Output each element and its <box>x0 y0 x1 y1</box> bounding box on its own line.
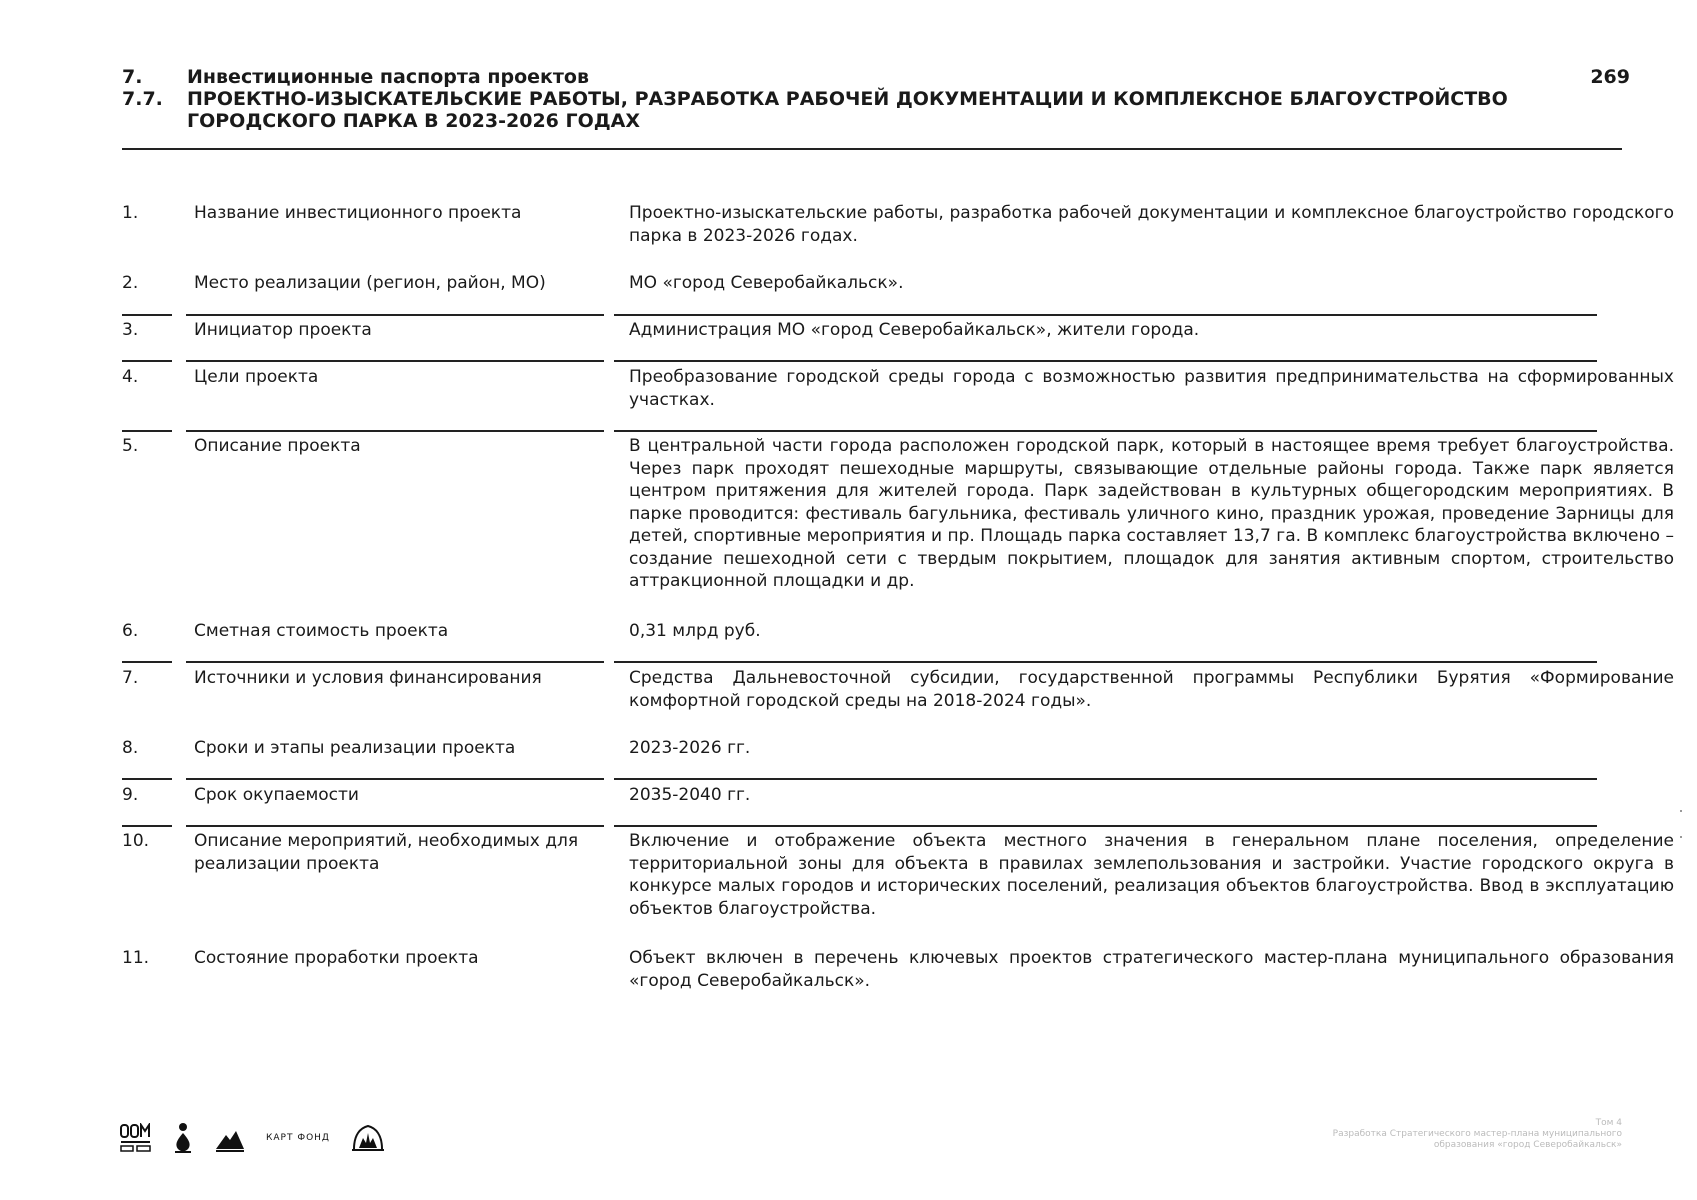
row-divider <box>122 360 172 362</box>
page-number: 269 <box>1590 66 1630 88</box>
dom-rf-logo <box>120 1123 152 1153</box>
row-number: 9. <box>122 785 139 805</box>
footer-logos <box>120 1122 386 1154</box>
row-value: 2023-2026 гг. <box>629 738 751 758</box>
row-value: МО «город Северобайкальск». <box>629 273 904 293</box>
row-number: 10. <box>122 831 150 851</box>
footer-note-line: Разработка Стратегического мастер-плана муниципального <box>1332 1129 1622 1139</box>
header-divider <box>122 148 1622 150</box>
row-value: В центральной части города расположен городской парк, который в настоящее время требует благоустройства. Через парк проходят пешеходные маршруты, связывающие отдельные районы города. Также парк является центром притяжения для жителей города. Парк задействован в культурных общегородским мероприятиях. В парке проводится: фестиваль багульника, фестиваль уличного кино, праздник урожая, проведение Зарницы для детей, спортивные мероприятия и пр. Площадь парка составляет 13,7 га. В комплекс благоустройства включено – создание пешеходной сети с твердым покрытием, площадок для занятия активным спортом, строительство аттракционной площадки и др. <box>629 436 1674 591</box>
chapter-number: 7. <box>122 66 143 88</box>
row-divider <box>614 360 1597 362</box>
row-divider <box>122 661 172 663</box>
row-divider <box>122 430 172 432</box>
row-number: 6. <box>122 621 139 641</box>
row-number: 4. <box>122 367 139 387</box>
row-number: 1. <box>122 203 139 223</box>
row-number: 8. <box>122 738 139 758</box>
row-divider <box>614 314 1597 316</box>
row-number: 11. <box>122 948 150 968</box>
chapter-title: Инвестиционные паспорта проектов <box>187 66 590 88</box>
row-divider <box>122 314 172 316</box>
row-label: Сроки и этапы реализации проекта <box>194 738 516 758</box>
row-number: 2. <box>122 273 139 293</box>
row-divider <box>122 778 172 780</box>
row-divider <box>186 661 604 663</box>
row-number: 7. <box>122 668 139 688</box>
footer-note-line: Том 4 <box>1595 1118 1622 1128</box>
row-label: Место реализации (регион, район, МО) <box>194 273 546 293</box>
page-header <box>122 66 1622 132</box>
row-divider <box>614 778 1597 780</box>
row-label: Описание мероприятий, необходимых для реализации проекта <box>194 831 579 874</box>
section-title: ПРОЕКТНО-ИЗЫСКАТЕЛЬСКИЕ РАБОТЫ, РАЗРАБОТКА РАБОЧЕЙ ДОКУМЕНТАЦИИ И КОМПЛЕКСНОЕ БЛАГОУСТРОЙСТВО ГОРОДСКОГО ПАРКА В 2023-2026 ГОДАХ <box>187 88 1508 132</box>
row-label: Название инвестиционного проекта <box>194 203 522 223</box>
chapter-heading <box>122 66 1622 88</box>
edge-mark <box>1680 810 1682 812</box>
row-divider <box>614 430 1597 432</box>
row-value: Администрация МО «город Северобайкальск», жители города. <box>629 320 1200 340</box>
row-number: 5. <box>122 436 139 456</box>
footer-note <box>1150 1118 1622 1151</box>
row-divider <box>614 825 1597 827</box>
section-heading <box>122 88 1622 132</box>
row-value: Объект включен в перечень ключевых проектов стратегического мастер-плана муниципального образования «город Северобайкальск». <box>629 948 1674 991</box>
footer-note-line: образования «город Северобайкальск» <box>1433 1140 1622 1150</box>
row-value: Преобразование городской среды города с возможностью развития предпринимательства на сформированных участках. <box>629 367 1674 410</box>
row-divider <box>614 661 1597 663</box>
row-value: 0,31 млрд руб. <box>629 621 761 641</box>
row-divider <box>186 825 604 827</box>
row-label: Источники и условия финансирования <box>194 668 542 688</box>
edge-mark <box>1680 836 1682 838</box>
row-value: 2035-2040 гг. <box>629 785 751 805</box>
row-label: Описание проекта <box>194 436 361 456</box>
row-number: 3. <box>122 320 139 340</box>
row-value: Включение и отображение объекта местного значения в генеральном плане поселения, определение территориальной зоны для объекта в правилах землепользования и застройки. Участие городского округа в конкурсе малых городов и исторических поселений, реализация объектов благоустройства. Ввод в эксплуатацию объектов благоустройства. <box>629 831 1674 919</box>
row-label: Цели проекта <box>194 367 319 387</box>
mountain-emblem-logo <box>214 1123 246 1153</box>
row-divider <box>186 360 604 362</box>
row-label: Срок окупаемости <box>194 785 359 805</box>
row-divider <box>122 825 172 827</box>
row-value: Средства Дальневосточной субсидии, государственной программы Республики Бурятия «Формирование комфортной городской среды на 2018-2024 годы». <box>629 668 1674 711</box>
kart-fond-logo: КАРТ ФОНД <box>266 1133 330 1143</box>
row-label: Сметная стоимость проекта <box>194 621 449 641</box>
city-emblem-logo <box>350 1123 386 1153</box>
row-value: Проектно-изыскательские работы, разработка рабочей документации и комплексное благоустройство городского парка в 2023-2026 годах. <box>629 203 1674 246</box>
row-divider <box>186 430 604 432</box>
row-divider <box>186 778 604 780</box>
row-divider <box>186 314 604 316</box>
row-label: Состояние проработки проекта <box>194 948 479 968</box>
drop-emblem-logo <box>172 1122 194 1154</box>
row-label: Инициатор проекта <box>194 320 372 340</box>
section-number: 7.7. <box>122 88 163 110</box>
